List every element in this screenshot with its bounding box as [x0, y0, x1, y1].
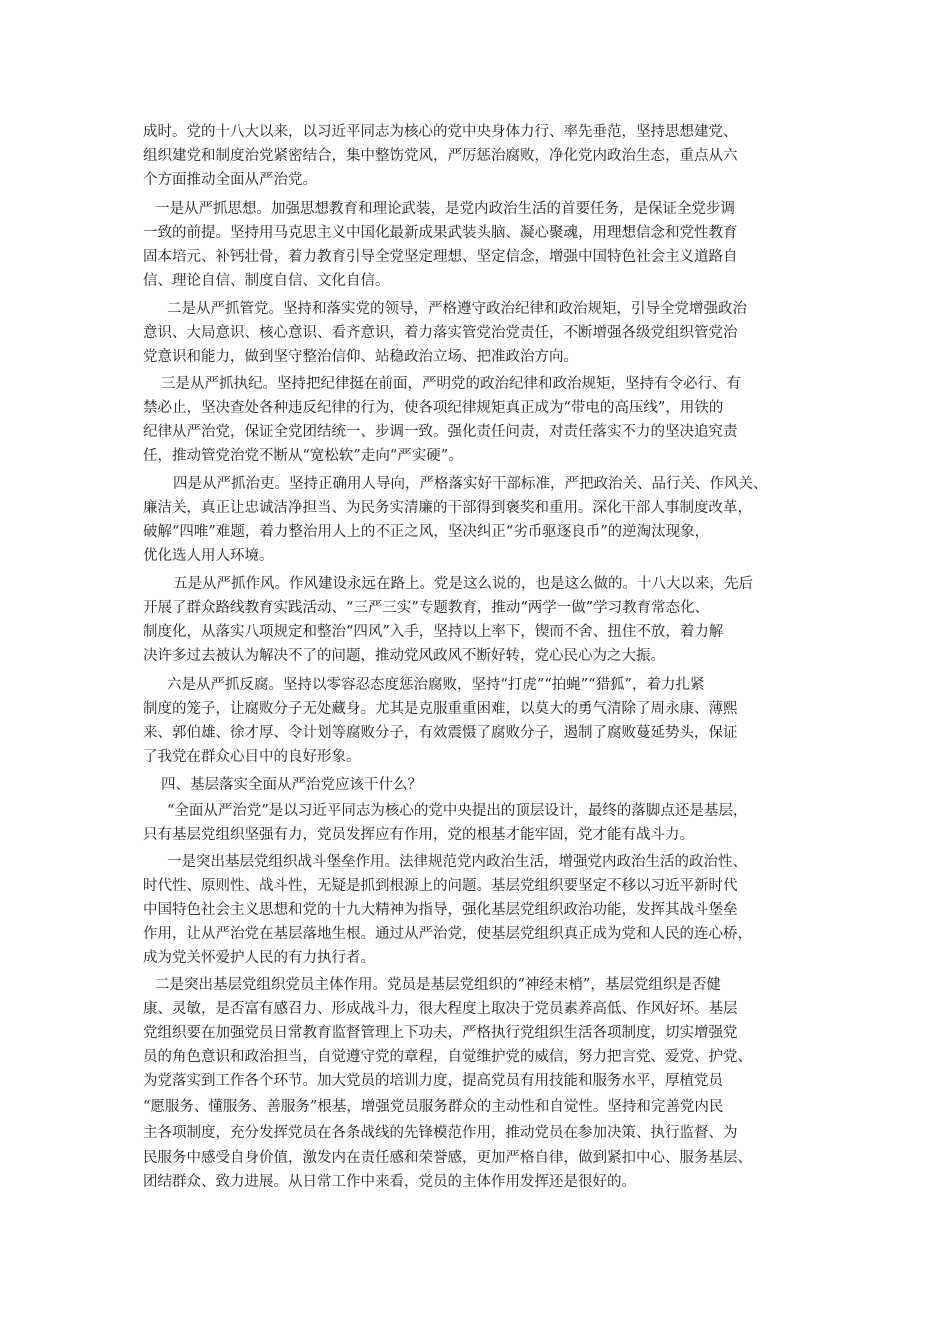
text-line: 时代性、原则性、战斗性，无疑是抓到根源上的问题。基层党组织要坚定不移以习近平新时代 [143, 878, 738, 894]
text-line: 三是从严抓执纪。坚持把纪律挺在前面，严明党的政治纪律和政治规矩，坚持有令必行、有 [161, 376, 741, 392]
section-heading-text: 四、基层落实全面从严治党应该干什么？ [161, 777, 422, 793]
text-line: 康、灵敏，是否富有感召力、形成战斗力，很大程度上取决于党员素养高低、作风好坏。基层 [143, 1001, 738, 1017]
text-line: 六是从严抓反腐。坚持以零容忍态度惩治腐败，坚持“打虎”“拍蝇”“猎狐”，着力扎紧 [167, 677, 705, 693]
text-line: 主各项制度，充分发挥党员在各条战线的先锋模范作用，推动党员在参加决策、执行监督、为 [143, 1125, 738, 1141]
text-line: “愿服务、懂服务、善服务”根基，增强党员服务群众的主动性和自觉性。坚持和完善党内民 [143, 1099, 724, 1115]
text-line: 禁必止，坚决查处各种违反纪律的行为，使各项纪律规矩真正成为“带电的高压线”，用铁的 [143, 400, 724, 416]
text-line: 一致的前提。坚持用马克思主义中国化最新成果武装头脑、凝心聚魂，用理想信念和党性教育 [143, 225, 738, 241]
text-line: 二是突出基层党组织党员主体作用。党员是基层党组织的“神经末梢”，基层党组织是否健 [155, 977, 721, 993]
text-line: 纪律从严治党，保证全党团结统一、步调一致。强化责任问责，对责任落实不力的坚决追究责 [143, 424, 738, 440]
text-line: 为党落实到工作各个环节。加大党员的培训力度，提高党员有用技能和服务水平，厚植党员 [143, 1073, 723, 1089]
text-line: 固本培元、补钙壮骨，着力教育引导全党坚定理想、坚定信念，增强中国特色社会主义道路自 [143, 249, 738, 265]
text-line: 一是突出基层党组织战斗堡垒作用。法律规范党内政治生活，增强党内政治生活的政治性、 [167, 854, 747, 870]
text-line: 二是从严抓管党。坚持和落实党的领导，严格遵守政治纪律和政治规矩，引导全党增强政治 [167, 301, 747, 317]
text-line: 优化选人用人环境。 [143, 548, 274, 564]
text-line: 党意识和能力，做到坚守整治信仰、站稳政治立场、把准政治方向。 [143, 349, 578, 365]
text-line: 破解“四唯”难题，着力整治用人上的不正之风，坚决纠正“劣币驱逐良币”的逆淘汰现象， [143, 524, 710, 540]
text-line: 作用，让从严治党在基层落地生根。通过从严治党，使基层党组织真正成为党和人民的连心桥， [143, 926, 752, 942]
text-line: 信、理论自信、制度自信、文化自信。 [143, 273, 390, 289]
text-line: 开展了群众路线教育实践活动、“三严三实”专题教育，推动“两学一做”学习教育常态化、 [143, 600, 710, 616]
text-line: 了我党在群众心目中的良好形象。 [143, 749, 361, 765]
text-line: 只有基层党组织坚强有力，党员发挥应有作用，党的根基才能牢固，党才能有战斗力。 [143, 827, 694, 843]
text-line: “全面从严治党”是以习近平同志为核心的党中央提出的顶层设计，最终的落脚点还是基层， [167, 803, 748, 819]
text-line: 中国特色社会主义思想和党的十九大精神为指导，强化基层党组织政治功能，发挥其战斗堡垒 [143, 902, 738, 918]
text-line: 制度化，从落实八项规定和整治“四风”入手，坚持以上率下，锲而不舍、扭住不放，着力解 [143, 624, 724, 640]
text-line: 任，推动管党治党不断从“宽松软”走向“严实硬”。 [143, 448, 463, 464]
text-line: 来、郭伯雄、徐才厚、令计划等腐败分子，有效震慑了腐败分子，遏制了腐败蔓延势头，保证 [143, 725, 738, 741]
text-line: 成时。党的十八大以来，以习近平同志为核心的党中央身体力行、率先垂范，坚持思想建党、 [143, 124, 738, 140]
text-line: 成为党关怀爱护人民的有力执行者。 [143, 950, 375, 966]
text-line: 个方面推动全面从严治党。 [143, 172, 317, 188]
text-line: 意识、大局意识、核心意识、看齐意识，着力落实管党治党责任，不断增强各级党组织管党治 [143, 325, 738, 341]
text-line: 五是从严抓作风。作风建设永远在路上。党是这么说的，也是这么做的。十八大以来，先后 [173, 576, 753, 592]
text-line: 制度的笼子，让腐败分子无处藏身。尤其是克服重重困难，以莫大的勇气清除了周永康、薄熙 [143, 701, 738, 717]
text-line: 员的角色意识和政治担当，自觉遵守党的章程，自觉维护党的威信，努力把言党、爱党、护党、 [143, 1049, 752, 1065]
text-line: 四是从严抓治吏。坚持正确用人导向，严格落实好干部标准，严把政治关、品行关、作风关、 [173, 476, 768, 492]
text-line: 党组织要在加强党员日常教育监督管理上下功夫，严格执行党组织生活各项制度，切实增强党 [143, 1025, 738, 1041]
text-line: 组织建党和制度治党紧密结合，集中整饬党风，严厉惩治腐败，净化党内政治生态，重点从六 [143, 148, 738, 164]
text-line: 一是从严抓思想。加强思想教育和理论武装，是党内政治生活的首要任务，是保证全党步调 [155, 201, 735, 217]
text-line: 民服务中感受自身价值，激发内在责任感和荣誉感，更加严格自律，做到紧扣中心、服务基层、 [143, 1150, 752, 1166]
text-line: 廉洁关，真正让忠诚洁净担当、为民务实清廉的干部得到褒奖和重用。深化干部人事制度改革， [143, 500, 752, 516]
text-line: 决许多过去被认为解决不了的问题，推动党风政风不断好转，党心民心为之大振。 [143, 648, 665, 664]
text-line: 团结群众、致力进展。从日常工作中来看，党员的主体作用发挥还是很好的。 [143, 1174, 636, 1190]
